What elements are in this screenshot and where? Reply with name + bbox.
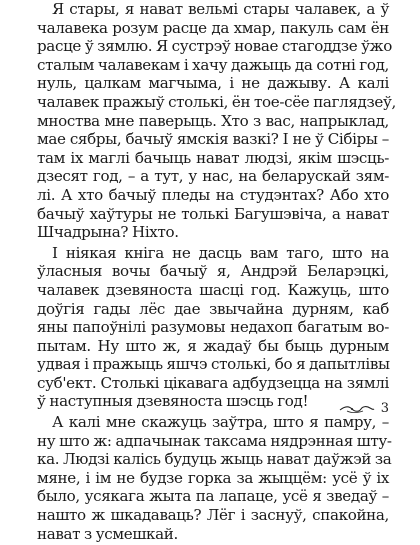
- text-line: мае сябры, бачыў ямскія вазкі? І не ў Сібіры –: [37, 130, 389, 149]
- text-line: удвая і пражыць яшчэ столькі, бо я дапытлівы: [37, 355, 390, 374]
- text-line: мяне, і ім не будзе горка за жыццём: усё ў іх: [37, 468, 389, 487]
- text-line: там іх маглі бачыць нават людзі, якім шэсць-: [37, 148, 389, 167]
- text-line: нуль, цалкам магчыма, і не дажыву. А калі: [37, 74, 389, 93]
- text-line: яны папоўнілі разумовы недахоп багатым во-: [37, 318, 389, 337]
- text-line: лі. А хто бачыў пледы на студэнтах? Або хто: [37, 185, 389, 204]
- flourish-ornament-icon: [339, 404, 375, 414]
- body-text: [37, 0, 396, 545]
- text-line: ў наступныя дзевяноста шэсць год!: [37, 392, 309, 411]
- text-line: было, усякага жыта па лапаце, усё я зведаў –: [37, 487, 389, 506]
- text-line: расце ў зямлю. Я сустрэў новае стагоддзе ўжо: [37, 37, 392, 56]
- text-line: ка. Людзі калісь будуць жыць нават даўжэй за: [37, 450, 392, 469]
- text-line: чалавек дзевяноста шасці год. Кажуць, што: [37, 280, 389, 299]
- text-line: чалавек пражыў столькі, ён тое-сёе паглядзеў,: [37, 92, 396, 111]
- text-line: ну што ж: адпачынак таксама нядрэнная шту-: [37, 431, 392, 450]
- text-line: пытам. Ну што ж, я жадаў бы быць дурным: [37, 336, 389, 355]
- text-line: Шчадрына? Ніхто.: [37, 223, 179, 242]
- text-line: бачыў хаўтуры не толькі Багушэвіча, а нават: [37, 204, 389, 223]
- text-line: суб'ект. Столькі цікавага адбудзецца на зямлі: [37, 373, 389, 392]
- text-line: сталым чалавекам і хачу дажыць да сотні год,: [37, 55, 389, 74]
- text-line: дзесят год, – а тут, у нас, на беларускай зям-: [37, 167, 389, 186]
- text-line: Я стары, я нават вельмі стары чалавек, а ў: [52, 0, 389, 18]
- text-line: чалавека розум расце да хмар, пакуль сам ён: [37, 18, 389, 37]
- page-footer: [339, 401, 389, 416]
- paragraph: [37, 0, 396, 242]
- page-number: 3: [380, 401, 389, 416]
- paragraph: [37, 244, 389, 411]
- text-line: нашто ж шкадаваць? Лёг і заснуў, спакойна,: [37, 506, 389, 525]
- text-line: ўласныя вочы бачыў я, Андрэй Беларэцкі,: [37, 262, 389, 281]
- paragraph: [37, 413, 392, 543]
- text-line: нават з усмешкай.: [37, 524, 178, 543]
- text-line: А калі мне скажуць заўтра, што я памру, –: [52, 413, 389, 432]
- text-line: І ніякая кніга не дасць вам таго, што на: [52, 243, 389, 262]
- text-line: мноства мне паверыць. Хто з вас, напрыклад,: [37, 111, 389, 130]
- text-line: доўгія гады лёс дае звычайна дурням, каб: [37, 299, 389, 318]
